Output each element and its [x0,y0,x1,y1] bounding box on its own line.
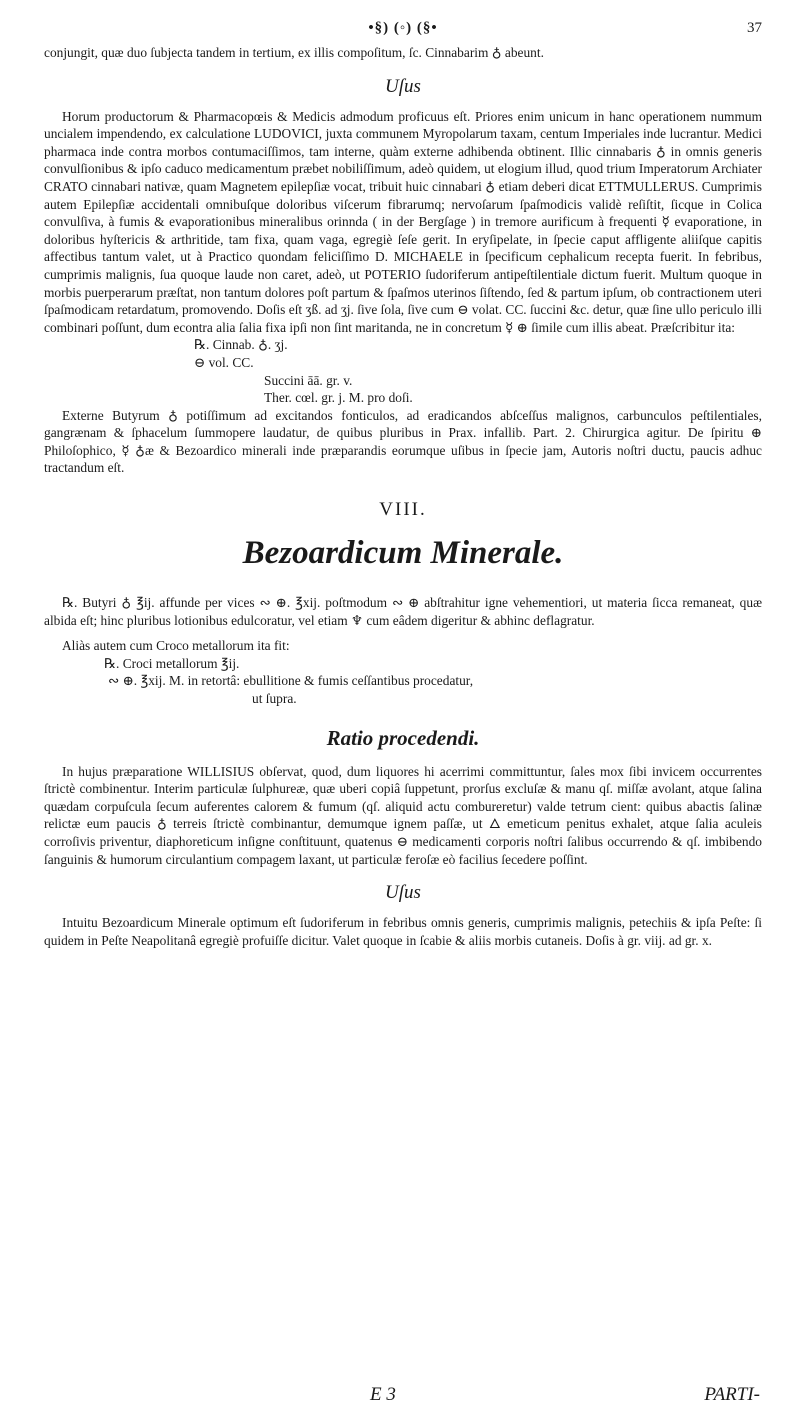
recipe-block-1 [44,336,762,406]
recipe2-paragraph: ℞. Butyri ♁ ℥ij. affunde per vices ∾ ⊕. ℥xij. poſtmodum ∾ ⊕ abſtrahitur igne vehementiori, ut materia ſicca remaneat, quæ albida eſt; hinc pluribus lotionibus edulcoratur, vel etiam ♆ cum eâdem digeritur & abhinc deflagratur. [44,595,762,628]
usus-paragraph: Horum productorum & Pharmacopœis & Medicis admodum proficuus eſt. Priores enim unicum in hanc operationem nummum uncialem impendendo, ex calculatione LUDOVICI, juxta communem Myropolarum taxam, centum Imperiales inde lucrantur. Medici pharmaca inde contra morbos contumaciſſimos, tam interne, quàm externe adhibenda obtinent. Illic cinnabaris ♁ in omnis generis convulſionibus & ipſo caduco medicamentum præbet nobiliſſimum, adeò quidem, ut elogium illud, quod trium Imperatorum Archiater CRATO cinnabari nativæ, quam Magnetem epilepſiæ vocat, tribuit huic cinnabari ♁ etiam deberi dicat ETTMULLERUS. Cumprimis autem Epilepſiæ accidentali omnibuſque doloribus viſcerum fibrarumq; nervoſarum ſpaſmodicis validè reſiſtit, ſicque in Colica convulſiva, à fumis & evaporationibus mineralibus orinnda ( in der Bergſage ) in tremore aurificum à frequenti ☿ evaporatione, in doloribus hyſtericis & arthritide, tam fixa, quam vaga, egregiè ſeſe gerit. In eryſipelate, in ſpecie caput affligente aliiſque capitis affectibus tantum valet, ut à Practico quondam feliciſſimo D. MICHAELE in ſpecificum cephalicum recepta fuerit. In febribus, cumprimis malignis, ſua quoque laude non caret, adeò, ut POTERIO ſudoriferum antipeſtilentiale dictum fuerit. Multum quoque in morbis puerperarum præſtat, non tantum dolores poſt partum & ſpaſmos uterinos ſiſtendo, ſed & partum ipſum, ob contractionem uteri ſpaſmodicam retardatum, promovendo. Doſis eſt ʒß. ad ʒj. ſive ſola, ſive cum ⊖ volat. CC. ſuccini &c. detur, quæ ſine ullo periculo illi combinari poſſunt, dum econtra alia ſalia fixa ipſi non ſint maritanda, ne in concretum ☿ ⊕ ſimile cum illis abeat. Præſcribitur ita: [44,108,762,335]
page-number: 37 [747,20,762,36]
recipe1-line1: ℞. Cinnab. ♁. ʒj. [194,337,288,353]
ratio-paragraph: In hujus præparatione WILLISIUS obſervat, quod, dum liquores hi acerrimi committuntur, ſales mox ſibi invicem occurrentes ſtrictè combinentur. Interim particulæ ſulphureæ, quæ uberi copiâ ſuppetunt, prorſus excluſæ & manu qſ. miſſæ avolant, atque ſalina quædam corpuſcula ſecum auferentes calorem & fumum (qſ. aliquid actu combureretur) valde tetrum cient: quibus abactis ſalinæ relictæ eum paucis ♁ terreis ſtrictè combinantur, demumque ignem paſſæ, ut 🜂 emeticum penitus exhalet, atque ſalia aculeis corroſivis priventur, diaphoreticum inſigne conſtituunt, quatenus ⊖ medicamenti corporis noſtri ſalibus occurrendo & qſ. imbibendo ſanguinis & humorum circulantium compagem laxant, ut particulæ feroſæ eò facilius ſecedere poſſint. [44,763,762,867]
usus-heading: Uſus [385,75,421,97]
recipe3-line3: ut ſupra. [252,691,297,707]
usus2-paragraph: Intuitu Bezoardicum Minerale optimum eſt ſudoriferum in febribus omnis generis, cumprimis malignis, petechiis & ipſa Peſte: ſi quidem in Peſte Neapolitanâ egregiè profuiſſe dicitur. Valet quoque in ſcabie & aliis morbis cutaneis. Doſis à gr. viij. ad gr. x. [44,915,762,948]
section-number: VIII. [379,499,427,521]
recipe3-line2: ∾ ⊕. ℥xij. M. in retortâ: ebullitione & fumis ceſſantibus procedatur, [108,673,474,689]
recipe1-line4: Ther. cœl. gr. j. M. pro doſi. [264,390,413,406]
running-head [44,14,762,44]
page-footer [0,1384,800,1410]
alias-line: Aliàs autem cum Croco metallorum ita fit: [62,638,290,654]
ratio-heading: Ratio procedendi. [326,725,480,750]
recipe-block-3 [44,655,762,708]
signature-mark: E 3 [370,1384,396,1405]
usus2-heading: Uſus [385,882,421,904]
recipe3-line1: ℞. Croci metallorum ℥ij. [104,655,240,671]
section-title: Bezoardicum Minerale. [242,535,564,572]
recipe1-line2: ⊖ vol. CC. [194,354,254,370]
intro-paragraph: conjungit, quæ duo ſubjecta tandem in tertium, ex illis compoſitum, ſc. Cinnabarim ♁ abeunt. [44,45,544,60]
header-ornament: •§) (◦) (§• [368,20,438,36]
catchword: PARTI- [704,1384,760,1405]
externe-paragraph: Externe Butyrum ♁ potiſſimum ad excitandos fonticulos, ad eradicandos abſceſſus malignos, carbunculos peſtilentiales, gangrænam & ſphacelum ſummopere laudatur, de quibus pluribus in Prax. infallib. Part. 2. Chirurgica agitur. De ſpiritu ⊕ Philoſophico, ☿ ♁æ & Bezoardico minerali inde præparandis eorumque uſibus in ſpecie jam, Autoris noſtri ductu, paucis adhuc tractandum eſt. [44,407,762,476]
recipe1-line3: Succini āā. gr. v. [264,372,353,388]
